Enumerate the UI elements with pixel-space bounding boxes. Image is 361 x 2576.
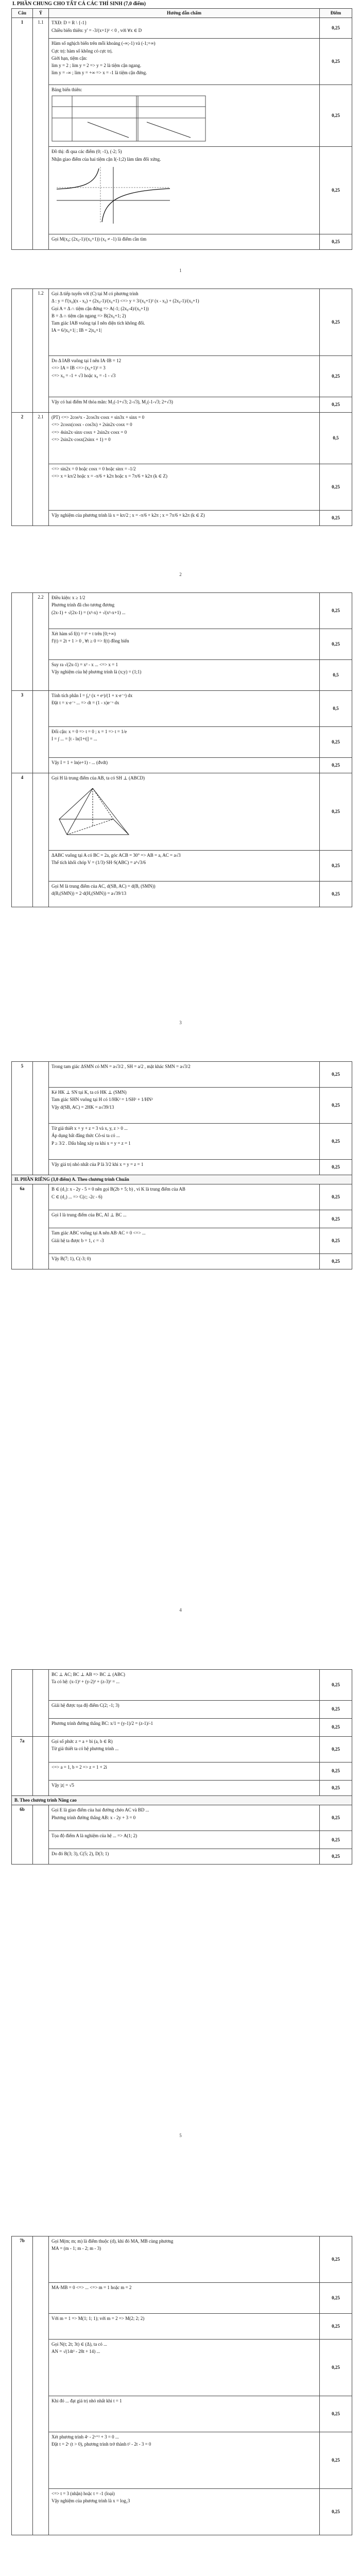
content-line: Đổi cận: x = 0 => t = 0 ; x = 1 => t = 1/e [51,729,127,734]
content-cell [49,464,320,511]
content-cell [49,2236,320,2283]
content-line: f'(t) = 2t + 1 > 0 , ∀t ≥ 0 => f(t) đồng biến [51,638,129,644]
diem-cell: 0,25 [320,147,352,234]
diem-cell: 0,25 [320,1124,352,1160]
content-line: Do đó B(3; 3), C(5; 2), D(3; 1) [51,1851,109,1857]
y-cell [33,2236,49,2535]
content-cell [49,691,320,727]
content-line: Vậy B(7; 1), C(-3; 0) [51,1256,91,1262]
table-row [12,773,352,851]
table-header-row [12,9,352,18]
content-line: Gọi H là trung điểm của AB, ta có SH ⊥ (ABCD) [51,775,145,781]
page-number: 3 [179,1020,182,1025]
content-line: Suy ra √(2x-1) = x² - x ... <=> x = 1 [51,662,118,667]
content-line: (2x-1) + √(2x-1) = (x²-x) + √(x²-x+1) ... [51,609,126,615]
cau-cell [12,1670,33,1737]
content-line: C ∈ (d₂) ... => C(c; -2c - 6) [51,1194,102,1199]
content-line: Từ giả thiết ta có hệ phương trình ... [51,1746,119,1752]
y-cell: 1.1 [33,18,49,250]
content-line: I = ∫ ... = [t - ln|1+t|] = ... [51,736,97,742]
content-cell [49,1805,320,1831]
table-row [12,629,352,660]
diem-cell: 0,25 [320,2283,352,2314]
diem-cell: 0,25 [320,511,352,526]
diem-cell: 0,25 [320,1737,352,1762]
content-cell [49,18,320,39]
table-row [12,147,352,234]
y-cell [33,1670,49,1737]
content-cell [49,727,320,758]
diem-cell: 0,25 [320,1701,352,1719]
content-line: Từ giả thiết x + y + z = 3 và x, y, z > 0 ... [51,1126,128,1131]
content-line: <=> x₀ = -1 + √3 hoặc x₀ = -1 - √3 [51,372,116,378]
content-line: <=> 2sin2x·cosx(2sinx + 1) = 0 [51,436,111,442]
content-line: Khi đó ... đạt giá trị nhỏ nhất khi t = 1 [51,2398,122,2403]
section-row [12,1175,352,1184]
content-cell [49,1160,320,1175]
content-line: Gọi I là trung điểm của BC, AI ⊥ BC ... [51,1212,127,1218]
content-line: TXĐ: D = R \ {-1} [51,20,87,26]
content-line: Tam giác IAB vuông tại I nên diện tích không đổi. [51,320,145,326]
y-cell: 1.2 [33,289,49,413]
table-row [12,691,352,727]
diem-cell: 0,25 [320,758,352,773]
cau-cell: 2 [12,413,33,526]
table-row [12,1210,352,1228]
content-line: <=> IA = IB <=> (x₀+1)² = 3 [51,365,106,371]
content-cell [49,1849,320,1865]
diem-cell: 0,25 [320,2396,352,2432]
diem-cell: 0,25 [320,727,352,758]
page-number: 4 [179,1607,182,1613]
content-line: Vậy nghiệm của hệ phương trình là (x;y) = (1;1) [51,669,142,675]
content-line: Vậy giá trị nhỏ nhất của P là 3/2 khi x = y = z = 1 [51,1162,144,1167]
content-line: Bảng biến thiên: [51,87,82,93]
section-label: II. PHẦN RIÊNG (3,0 điểm) A. Theo chương trình Chuẩn [12,1175,352,1184]
table-row [12,1849,352,1865]
table-row [12,1781,352,1796]
content-line: <=> a = 1, b = 2 => z = 1 + 2i [51,1765,107,1770]
content-cell [49,85,320,147]
diem-cell: 0,25 [320,2432,352,2489]
diem-cell: 0,25 [320,629,352,660]
table-row [12,882,352,907]
table-row [12,1184,352,1210]
content-cell [49,1737,320,1762]
content-line: lim y = 2 ; lim y = 2 => y = 2 là tiệm cận ngang. [51,63,142,68]
content-line: Gọi số phức z = a + bi (a, b ∈ R) [51,1739,113,1744]
diem-cell: 0,25 [320,773,352,851]
content-line: Chiều biến thiên: y' = -3/(x+1)² < 0 , với ∀x ∈ D [51,27,142,33]
table-row [12,1762,352,1781]
y-cell [33,691,49,773]
table-row [12,851,352,882]
content-line: B ∈ (d₁): x - 2y - 5 = 0 nên gọi B(2b + 5; b) , vì K là trung điểm của AB [51,1187,185,1192]
content-cell [49,2283,320,2314]
table-row [12,39,352,85]
table-row [12,234,352,250]
diem-cell: 0,5 [320,691,352,727]
header-noi-dung: Hướng dẫn chấm [49,9,320,18]
content-cell [49,1088,320,1124]
content-line: Cực trị: hàm số không có cực trị. [51,48,113,54]
cau-cell: 6b [12,1805,33,1865]
section-row [12,1796,352,1805]
answer-table-page-2 [11,289,352,526]
section-label: B. Theo chương trình Nâng cao [12,1796,352,1805]
answer-table-page-6 [11,2236,352,2535]
content-line: MA = (m - 1; m - 2; m - 3) [51,2246,101,2251]
content-cell [49,851,320,882]
table-row [12,1670,352,1701]
content-cell [49,758,320,773]
content-line: Gọi M(m; m; m) là điểm thuộc (d), khi đó MA, MB cùng phương [51,2239,174,2244]
table-row [12,1701,352,1719]
diem-cell: 0,25 [320,1831,352,1849]
content-cell [49,593,320,629]
content-cell [49,1062,320,1088]
content-line: Ta có hệ: (x-1)² + (y-2)² + (z-3)² = ... [51,1679,120,1685]
diem-cell: 0,25 [320,2236,352,2283]
content-cell [49,234,320,250]
diem-cell: 0,25 [320,1254,352,1269]
diem-cell: 0,25 [320,1719,352,1737]
pyramid-figure [51,783,144,845]
table-row [12,1124,352,1160]
cau-cell: 7b [12,2236,33,2535]
content-line: Tam giác SHN vuông tại H có 1/HK² = 1/SH² + 1/HN² [51,1097,153,1103]
table-row [12,593,352,629]
diem-cell: 0,25 [320,356,352,397]
content-line: Nhận giao điểm của hai tiệm cận I(-1;2) làm tâm đối xứng. [51,156,161,162]
content-cell [49,397,320,413]
diem-cell: 0,5 [320,660,352,691]
diem-cell: 0,25 [320,1088,352,1124]
table-row [12,2396,352,2432]
table-row [12,2314,352,2340]
table-row [12,2236,352,2283]
diem-cell: 0,25 [320,1160,352,1175]
cau-cell [12,289,33,413]
diem-cell: 0,25 [320,1805,352,1831]
answer-table-page-1 [11,8,352,250]
y-cell [33,1184,49,1269]
content-line: (PT) <=> 2cos²x - 2cos3x·cosx + sin3x + sinx = 0 [51,415,145,420]
content-line: Tọa độ điểm A là nghiệm của hệ ... => A(1; 2) [51,1833,137,1839]
table-row [12,1805,352,1831]
cau-cell: 5 [12,1062,33,1175]
content-line: Gọi M(x₀; (2x₀-1)/(x₀+1)) (x₀ ≠ -1) là điểm cần tìm [51,236,147,242]
y-cell: 2.1 [33,413,49,526]
diem-cell: 0,25 [320,1210,352,1228]
content-line: MA·MB = 0 <=> ... <=> m = 1 hoặc m = 2 [51,2285,132,2290]
content-cell [49,356,320,397]
page-number: 5 [179,2133,182,2138]
diem-cell: 0,25 [320,1228,352,1254]
content-line: Phương trình đường thẳng BC: x/1 = (y-1)/2 = (z-1)/-1 [51,1721,153,1726]
table-row [12,18,352,39]
content-line: B = Δ ∩ tiệm cận ngang => B(2x₀+1; 2) [51,313,126,318]
content-line: BC ⊥ AC; BC ⊥ AB => BC ⊥ (ABC) [51,1672,125,1677]
diem-cell: 0,25 [320,18,352,39]
content-line: Đồ thị: đi qua các điểm (0; -1), (-2; 5) [51,149,122,155]
diem-cell: 0,25 [320,464,352,511]
table-row [12,1254,352,1269]
content-line: Gọi M là trung điểm của AC, d(SB, AC) = d(B, (SMN)) [51,884,156,889]
content-cell [49,1831,320,1849]
content-line: P ≥ 3/2 . Dấu bằng xảy ra khi x = y = z = 1 [51,1140,131,1146]
table-row [12,511,352,526]
function-graph [51,164,175,226]
diem-cell: 0,25 [320,1670,352,1701]
content-cell [49,1254,320,1269]
diem-cell: 0,25 [320,882,352,907]
header-cau: Câu [12,9,33,18]
cau-cell: 6a [12,1184,33,1269]
content-cell [49,2489,320,2535]
table-row [12,758,352,773]
content-cell [49,511,320,526]
table-row [12,2283,352,2314]
content-line: Vậy nghiệm của phương trình là x = log₂3 [51,2498,130,2504]
y-cell [33,1737,49,1796]
content-cell [49,773,320,851]
y-cell [33,1805,49,1865]
content-line: Điều kiện: x ≥ 1/2 [51,595,85,600]
table-row [12,1088,352,1124]
diem-cell: 0,25 [320,397,352,413]
content-line: Xét phương trình 4ˣ - 2ˣ⁺¹ + 3 = 0 ... [51,2434,119,2439]
diem-cell: 0,25 [320,1062,352,1088]
content-line: Giới hạn, tiệm cận: [51,55,88,61]
content-cell [49,1210,320,1228]
content-line: Gọi A = Δ ∩ tiệm cận đứng => A(-1; (2x₀-4)/(x₀+1)) [51,306,149,311]
page-number: 2 [179,572,182,577]
content-line: Gọi Δ tiếp tuyến với (C) tại M có phương trình [51,291,139,296]
diem-cell: 0,25 [320,2340,352,2396]
content-cell [49,660,320,691]
content-cell [49,2314,320,2340]
content-cell [49,147,320,234]
answer-table-page-3 [11,592,352,907]
content-line: <=> sin2x = 0 hoặc cosx = 0 hoặc sinx = -1/2 [51,466,136,471]
header-diem: Điểm [320,9,352,18]
content-line: Giải hệ ta được b = 1, c = -3 [51,1238,104,1243]
content-cell [49,1762,320,1781]
cau-cell [12,593,33,691]
content-line: d(B,(SMN)) = 2·d(H,(SMN)) = a√39/13 [51,891,127,896]
diem-cell: 0,5 [320,413,352,464]
content-line: Tính tích phân I = ∫₀¹ (x + eˣ)/(1 + x·e⁻ˣ) dx [51,693,133,698]
content-line: Gọi E là giao điểm của hai đường chéo AC và BD ... [51,1807,149,1813]
content-line: <=> x = kπ/2 hoặc x = -π/6 + k2π hoặc x = 7π/6 + k2π (k ∈ Z) [51,473,167,479]
content-line: <=> 2cosx(cosx - cos3x) + 2sin2x·cosx = 0 [51,422,132,428]
cau-cell: 7a [12,1737,33,1796]
cau-cell: 3 [12,691,33,773]
content-line: Giải hệ được tọa độ điểm C(2; -1; 3) [51,1703,119,1708]
content-cell [49,2432,320,2489]
table-row [12,1831,352,1849]
content-line: Kẻ HK ⊥ SN tại K, ta có HK ⊥ (SMN) [51,1090,127,1095]
content-line: Vậy nghiệm của phương trình là x = kπ/2 ; x = -π/6 + k2π ; x = 7π/6 + k2π (k ∈ Z) [51,513,205,518]
diem-cell: 0,25 [320,851,352,882]
diem-cell: 0,25 [320,39,352,85]
answer-table-page-4 [11,1061,352,1269]
content-line: Hàm số nghịch biến trên mỗi khoảng (-∞;-1) và (-1;+∞) [51,41,156,46]
table-row [12,1062,352,1088]
cau-cell: 1 [12,18,33,250]
content-cell [49,1228,320,1254]
diem-cell: 0,25 [320,289,352,356]
content-line: ΔABC vuông tại A có BC = 2a, góc ACB = 30° => AB = a, AC = a√3 [51,853,181,858]
content-line: IA = 6/|x₀+1| ; IB = 2|x₀+1| [51,328,102,333]
content-line: Vậy |z| = √5 [51,1783,74,1788]
content-line: Do Δ IAB vuông tại I nên IA·IB = 12 [51,358,122,363]
y-cell [33,1062,49,1175]
content-cell [49,1670,320,1701]
content-line: Áp dụng bất đẳng thức Cô-si ta có ... [51,1133,120,1139]
diem-cell: 0,25 [320,1762,352,1781]
content-line: lim y = -∞ ; lim y = +∞ => x = -1 là tiệm cận đứng. [51,70,147,76]
table-row [12,397,352,413]
content-line: Đặt t = 2ˣ (t > 0), phương trình trở thành t² - 2t - 3 = 0 [51,2442,151,2447]
diem-cell: 0,25 [320,2489,352,2535]
diem-cell: 0,25 [320,85,352,147]
table-row [12,727,352,758]
diem-cell: 0,25 [320,1849,352,1865]
table-row [12,1228,352,1254]
variation-table-graphic [51,95,206,142]
table-row [12,2489,352,2535]
content-line: <=> t = 3 (nhận) hoặc t = -1 (loại) [51,2491,115,2496]
table-row [12,85,352,147]
content-cell [49,289,320,356]
diem-cell: 0,25 [320,593,352,629]
table-row [12,464,352,511]
table-row [12,660,352,691]
section-heading: I. PHẦN CHUNG CHO TẤT CẢ CÁC THÍ SINH (7,0 điểm) [12,1,146,7]
content-cell [49,2340,320,2396]
content-line: Gọi N(t; 2t; 3t) ∈ (Δ), ta có ... [51,2342,107,2347]
table-row [12,1737,352,1762]
content-line: Trong tam giác ΔSMN có MN = a√3/2 , SH = a/2 , mặt khác SMN = a√3/2 [51,1064,191,1069]
content-line: Phương trình đường thẳng AB: x - 2y + 3 = 0 [51,1815,136,1820]
page-number: 1 [179,268,182,273]
table-row [12,289,352,356]
content-cell [49,1701,320,1719]
content-cell [49,39,320,85]
content-cell [49,1781,320,1796]
content-line: Δ : y = f'(x₀)(x - x₀) + (2x₀-1)/(x₀+1) <=> y = 3/(x₀+1)² (x - x₀) + (2x₀-1)/(x₀+1) [51,298,199,304]
content-cell [49,1719,320,1737]
content-line: Tam giác ABC vuông tại A nên AB·AC = 0 <=> ... [51,1230,146,1236]
content-line: <=> 4sin2x·sinx·cosx + 2sin2x·cosx = 0 [51,429,127,435]
diem-cell: 0,25 [320,1184,352,1210]
table-row [12,2432,352,2489]
table-row [12,2340,352,2396]
table-row [12,1719,352,1737]
content-cell [49,2396,320,2432]
diem-cell: 0,25 [320,1781,352,1796]
content-line: AN = √(14t² - 28t + 14) ... [51,2349,100,2354]
diem-cell: 0,25 [320,2314,352,2340]
cau-cell: 4 [12,773,33,907]
header-y: Ý [33,9,49,18]
y-cell: 2.2 [33,593,49,691]
content-line: Vậy d(SB, AC) = 2HK = a√39/13 [51,1104,114,1110]
content-line: Đặt t = x·e⁻ˣ ... => dt = (1 - x)e⁻ˣ dx [51,700,119,706]
content-line: Vậy I = 1 + ln(e+1) - ... (đvdt) [51,760,108,765]
table-row [12,1160,352,1175]
table-row [12,413,352,464]
content-line: Với m = 1 => M(1; 1; 1); với m = 2 => M(2; 2; 2) [51,2316,145,2321]
content-line: Phương trình đã cho tương đương [51,602,115,608]
table-row [12,356,352,397]
content-cell [49,413,320,464]
diem-cell: 0,25 [320,234,352,250]
content-line: Xét hàm số f(t) = t² + t trên [0;+∞) [51,631,116,636]
content-cell [49,629,320,660]
content-cell [49,1124,320,1160]
y-cell [33,773,49,907]
answer-table-page-5 [11,1669,352,1865]
content-line: Thể tích khối chóp V = (1/3)·SH·S(ABC) = a³√3/6 [51,860,146,866]
content-cell [49,1184,320,1210]
content-line: Vậy có hai điểm M thỏa mãn: M₁(-1+√3; 2-√3), M₂(-1-√3; 2+√3) [51,399,173,404]
content-cell [49,882,320,907]
